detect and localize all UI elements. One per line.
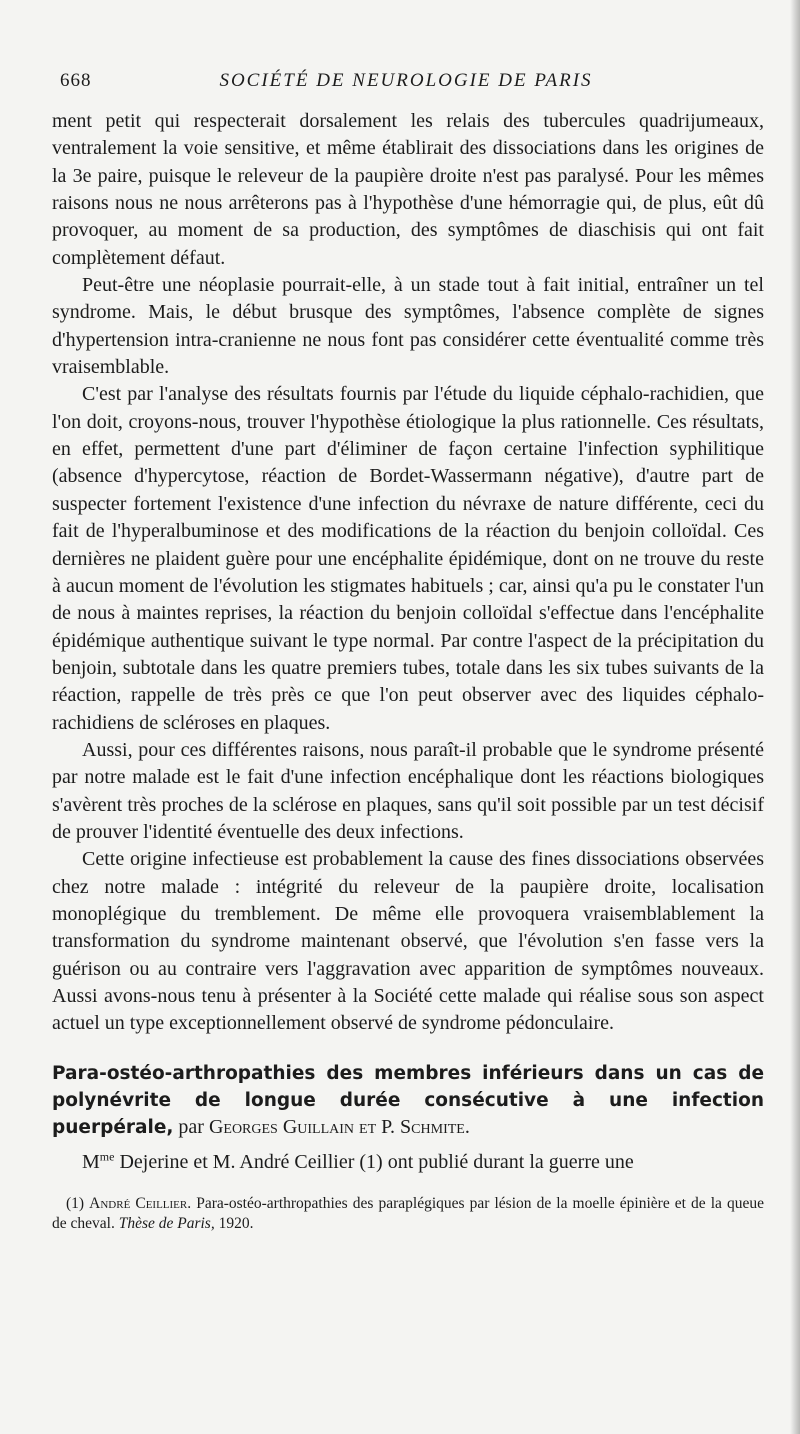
footnote-thesis: Thèse de Paris, xyxy=(118,1215,215,1233)
paragraph-6 xyxy=(52,1149,764,1176)
title-superscript: me xyxy=(99,1149,115,1164)
title-prefix: M xyxy=(82,1150,100,1173)
article-title: Para-ostéo-arthropathies des membres inférieurs dans un cas de polynévrite de longue durée consécutive à une infection puerpérale, xyxy=(52,1062,764,1138)
paragraph-2: Peut-être une néoplasie pourrait-elle, à un stade tout à fait initial, entraîner un tel syndrome. Mais, le début brusque des symptômes, l'absence complète de signes d'hypertension intra-cranienne ne nous font pas considérer cette éventualité comme très vraisemblable. xyxy=(52,274,764,379)
page-number: 668 xyxy=(60,70,92,91)
running-title: SOCIÉTÉ DE NEUROLOGIE DE PARIS xyxy=(219,70,593,91)
page-header xyxy=(52,70,760,96)
paragraph-4: Aussi, pour ces différentes raisons, nous paraît-il probable que le syndrome présenté par notre malade est le fait d'une infection encéphalique dont les réactions biologiques s'avèrent très proches de la sclérose en plaques, sans qu'il soit possible par un test décisif de prouver l'identité éventuelle des deux infections. xyxy=(52,738,764,843)
footnote-author: André Ceillier. xyxy=(89,1195,192,1213)
footnote xyxy=(52,1194,764,1234)
paragraph-5: Cette origine infectieuse est probablement la cause des fines dissociations observées chez notre malade : intégrité du releveur de la paupière droite, localisation monoplégique du tremblement. De même elle provoquera vraisemblablement la transformation du syndrome maintenant observé, que l'évolution s'en fasse vers la guérison ou au contraire vers l'aggravation avec apparition de symptômes nouveaux. Aussi avons-nous tenu à présenter à la Société cette malade qui réalise sous son aspect actuel un type exceptionnellement observé de syndrome pédonculaire. xyxy=(52,848,764,1035)
page-edge-shadow xyxy=(790,0,800,1434)
body-text xyxy=(52,108,764,1234)
article-authors: Georges Guillain et P. Schmite. xyxy=(208,1115,470,1138)
footnote-year: 1920. xyxy=(214,1215,254,1233)
paragraph-1: ment petit qui respecterait dorsalement les relais des tubercules quadrijumeaux, ventralement la voie sensitive, et même établirait des dissociations dans les origines de la 3e paire, puisque le releveur de la paupière droite n'est pas paralysé. Pour les mêmes raisons nous ne nous arrêterons pas à l'hypothèse d'une hémorragie qui, de plus, eût dû provoquer, au moment de sa production, des symptômes de diaschisis qui ont fait complètement défaut. xyxy=(52,110,764,269)
article-by: par xyxy=(178,1115,204,1138)
footnote-marker: (1) xyxy=(66,1195,85,1213)
article-heading xyxy=(52,1060,764,1141)
footnote-text: Para-ostéo-arthropathies des paraplégiques par lésion de la moelle épinière et de la queue de cheval. xyxy=(52,1195,764,1233)
paragraph-3: C'est par l'analyse des résultats fournis par l'étude du liquide céphalo-rachidien, que l'on doit, croyons-nous, trouver l'hypothèse étiologique la plus rationnelle. Ces résultats, en effet, permettent d'une part d'éliminer de façon certaine l'infection syphilitique (absence d'hypercytose, réaction de Bordet-Wassermann négative), d'autre part de suspecter fortement l'existence d'une infection du névraxe de nature différente, ceci du fait de l'hyperalbuminose et des modifications de la réaction du benjoin colloïdal. Ces dernières ne plaident guère pour une encéphalite épidémique, dont on ne trouve du reste à aucun moment de l'évolution les stigmates habituels ; car, ainsi qu'a pu le constater l'un de nous à maintes reprises, la réaction du benjoin colloïdal s'effectue dans l'encéphalite épidémique authentique suivant le type normal. Par contre l'aspect de la précipitation du benjoin, subtotale dans les quatre premiers tubes, totale dans les six tubes suivants de la réaction, rappelle de très près ce que l'on peut observer avec des liquides céphalo-rachidiens de scléroses en plaques. xyxy=(52,383,764,734)
paragraph-6-text: Dejerine et M. André Ceillier (1) ont publié durant la guerre une xyxy=(114,1150,634,1173)
